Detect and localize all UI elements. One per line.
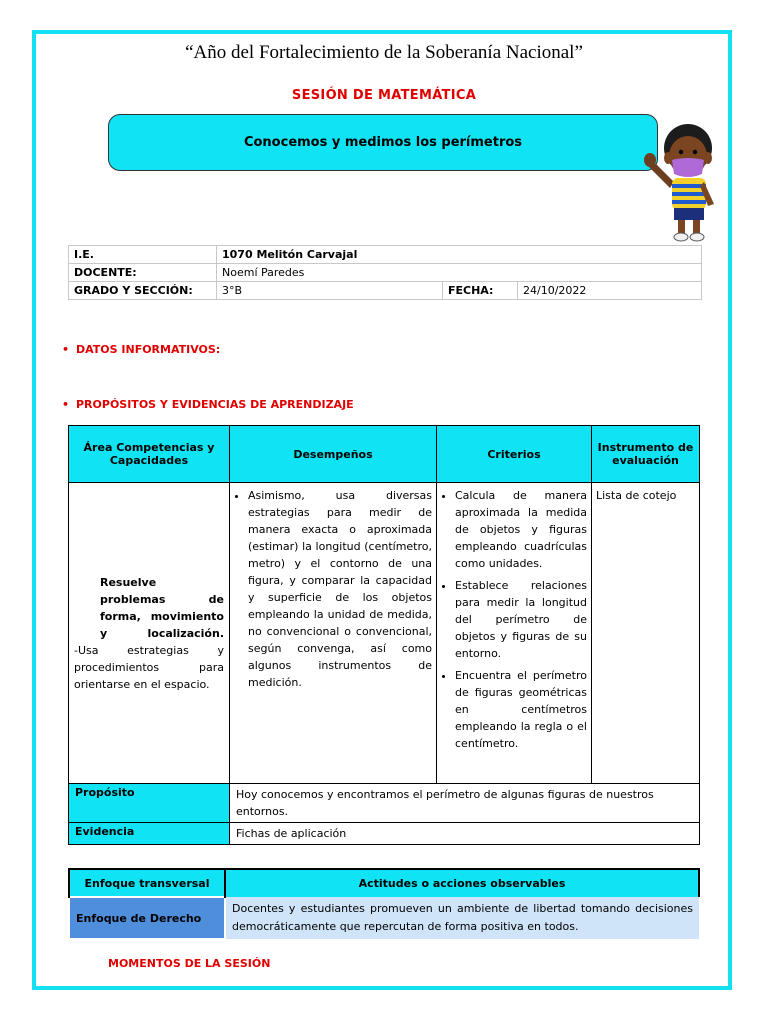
- info-row-docente: [69, 264, 702, 282]
- criterio-item: • Establece relaciones para medir la longitud del perímetro de objetos y figuras de su entorno.: [455, 577, 587, 662]
- criterios-list: [441, 487, 587, 752]
- capacidad-text: -Usa estrategias y procedimientos para orientarse en el espacio.: [74, 643, 224, 691]
- enfoque-header-transversal: Enfoque transversal: [69, 869, 225, 897]
- section-datos-informativos: [62, 343, 220, 356]
- bullet-icon: •: [62, 398, 70, 411]
- enfoque-header-actitudes: Actitudes o acciones observables: [225, 869, 699, 897]
- ie-label: I.E.: [69, 246, 217, 264]
- evidencia-value: Fichas de aplicación: [230, 823, 700, 845]
- enfoque-header-row: [69, 869, 699, 897]
- section-datos-label: DATOS INFORMATIVOS:: [76, 343, 221, 356]
- section-propositos: [62, 398, 354, 411]
- area-cell: [69, 483, 230, 784]
- info-row-ie: [69, 246, 702, 264]
- competencia-text: Resuelve problemas de forma, movimiento y localización.: [100, 575, 224, 640]
- topic-title: Conocemos y medimos los perímetros: [243, 135, 523, 150]
- docente-label: DOCENTE:: [69, 264, 217, 282]
- criterios-cell: [437, 483, 592, 784]
- enfoque-row: [69, 897, 699, 939]
- proposito-label: Propósito: [69, 784, 230, 823]
- desempeno-cell: [230, 483, 437, 784]
- criterio-item: • Encuentra el perímetro de figuras geométricas en centímetros empleando la regla o el centímetro.: [455, 667, 587, 752]
- section-propositos-label: PROPÓSITOS Y EVIDENCIAS DE APRENDIZAJE: [76, 398, 354, 411]
- enfoque-table: [68, 868, 700, 940]
- competencias-table: [68, 425, 700, 845]
- enfoque-text: Docentes y estudiantes promueven un ambiente de libertad tomando decisiones democráticamente que repercutan de forma positiva en todos.: [225, 897, 699, 939]
- competencias-body-row: [69, 483, 700, 784]
- year-title: “Año del Fortalecimiento de la Soberanía Nacional”: [185, 42, 583, 63]
- fecha-value: 24/10/2022: [518, 282, 702, 300]
- fecha-label: FECHA:: [443, 282, 518, 300]
- grado-label: GRADO Y SECCIÓN:: [69, 282, 217, 300]
- desempeno-item: • Asimismo, usa diversas estrategias para medir de manera exacta o aproximada (estimar) la longitud (centímetro, metro) y el contorno de una figura, y comparar la capacidad y superficie de los objetos empleando la unidad de medida, no convencional o convencional, según convenga, así como algunos instrumentos de medición.: [248, 487, 432, 691]
- criterio-item: • Calcula de manera aproximada la medida de objetos y figuras empleando cuadrículas como unidades.: [455, 487, 587, 572]
- info-table: [68, 245, 702, 300]
- evidencia-row: [69, 823, 700, 845]
- topic-banner: [108, 114, 658, 171]
- boy-mascot-icon: [644, 118, 728, 244]
- evidencia-label: Evidencia: [69, 823, 230, 845]
- header-criterios: Criterios: [437, 426, 592, 483]
- bullet-icon: •: [62, 343, 70, 356]
- proposito-row: [69, 784, 700, 823]
- header-instrumento: Instrumento de evaluación: [592, 426, 700, 483]
- ie-value: 1070 Melitón Carvajal: [217, 246, 702, 264]
- enfoque-name: Enfoque de Derecho: [69, 897, 225, 939]
- instrumento-cell: Lista de cotejo: [592, 483, 700, 784]
- grado-value: 3°B: [217, 282, 443, 300]
- desempeno-list: [234, 487, 432, 691]
- proposito-value: Hoy conocemos y encontramos el perímetro de algunas figuras de nuestros entornos.: [230, 784, 700, 823]
- info-row-grado: [69, 282, 702, 300]
- session-title: SESIÓN DE MATEMÁTICA: [291, 88, 477, 103]
- momentos-heading: MOMENTOS DE LA SESIÓN: [108, 957, 271, 970]
- header-desempenos: Desempeños: [230, 426, 437, 483]
- docente-value: Noemí Paredes: [217, 264, 702, 282]
- header-area: Área Competencias y Capacidades: [69, 426, 230, 483]
- competencias-header-row: [69, 426, 700, 483]
